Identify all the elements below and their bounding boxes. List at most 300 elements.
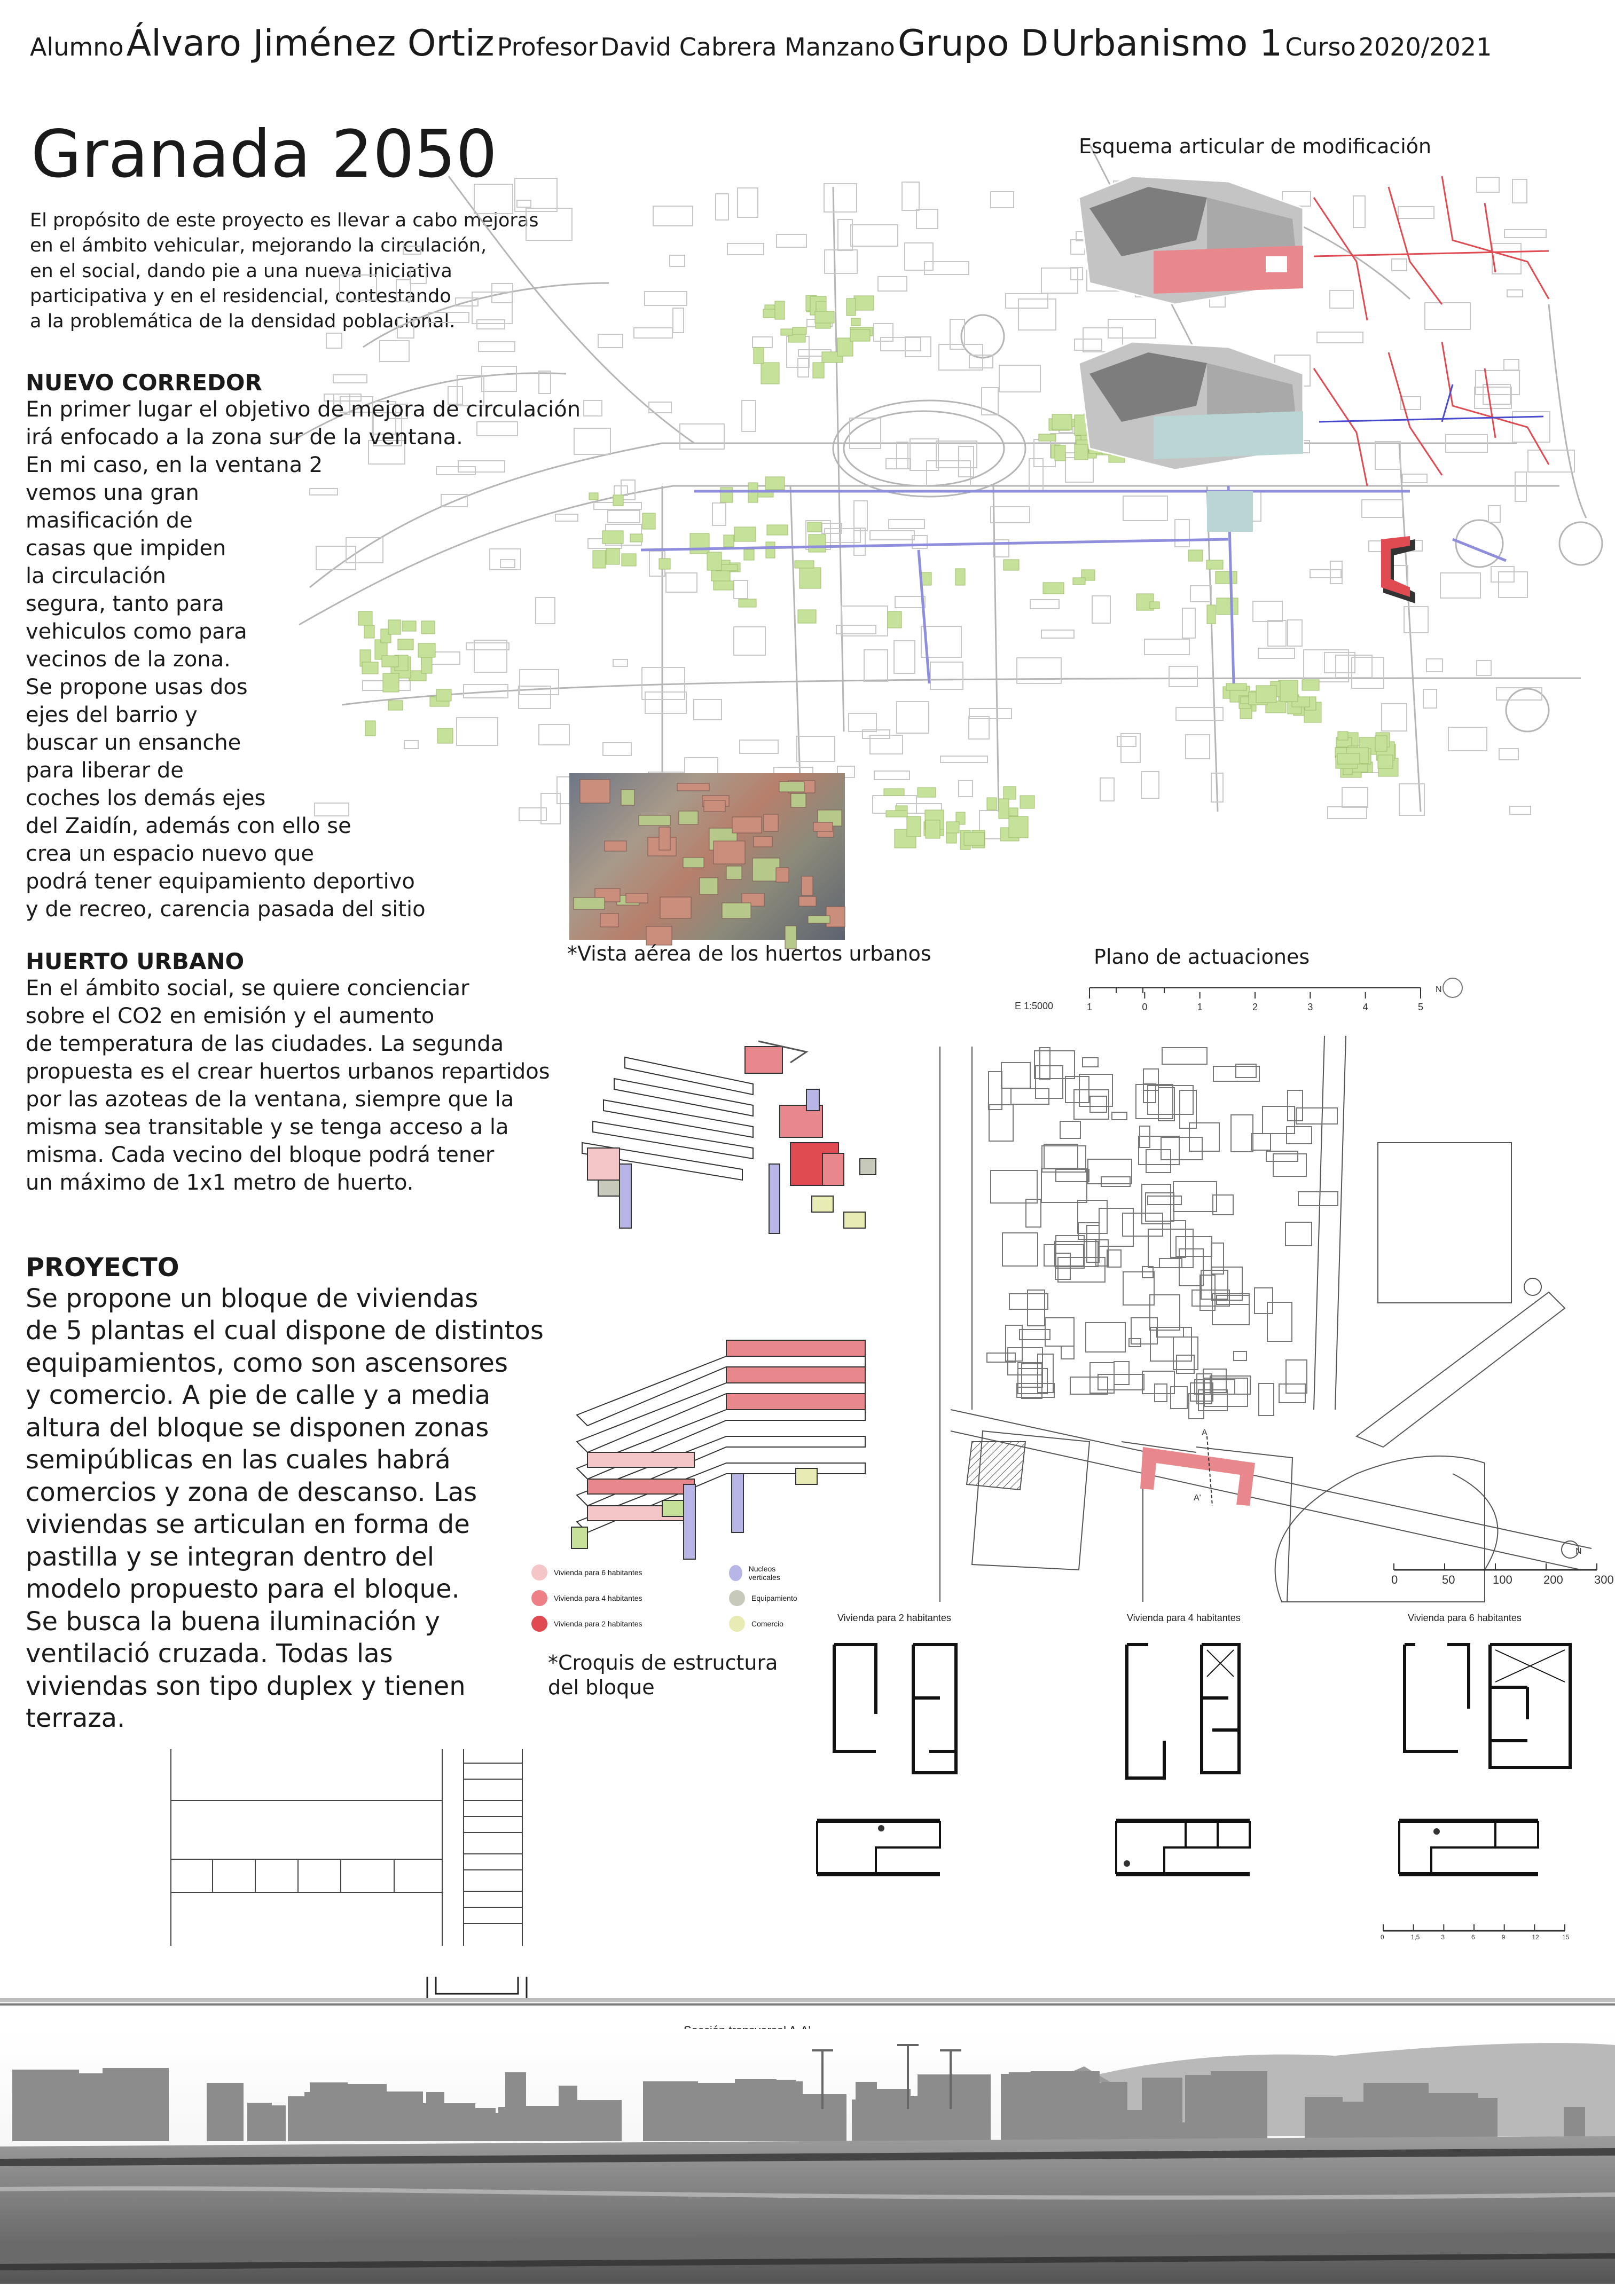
map-building: [680, 424, 724, 449]
map-building: [694, 699, 722, 720]
map-building: [895, 596, 925, 608]
roof-garden: [714, 581, 733, 590]
map-building: [479, 342, 515, 351]
roof-garden: [888, 611, 901, 628]
corredor-body: En primer lugar el objetivo de mejora de circulación irá enfocado a la zona sur de la ventana. En mi caso, en la ventana 2 vemos una gran masificación de casas que impiden la circulación segura, tanto para vehiculos como para vecinos de la zona. Se propone usas dos ejes del barrio y buscar un ensanche para liberar de coches los demás ejes del Zaidín, además con ello se crea un espacio nuevo que podrá tener equipamiento deportivo y de recreo, carencia pasada del sitio: [26, 397, 581, 922]
map-building: [634, 328, 672, 338]
site-building: [1203, 1369, 1226, 1393]
map-building: [874, 771, 910, 780]
roof-garden: [793, 327, 806, 334]
pano-building: [918, 2074, 991, 2141]
roof-garden: [1338, 732, 1348, 740]
roof-garden: [1206, 560, 1223, 569]
site-building: [1090, 1363, 1114, 1393]
roof-garden: [926, 820, 940, 838]
huerto-heading: HUERTO URBANO: [26, 948, 245, 974]
site-building: [1131, 1318, 1157, 1344]
site-building: [1040, 1048, 1050, 1079]
map-building: [653, 206, 693, 226]
aerial-building: [722, 903, 751, 918]
roof-garden: [1043, 583, 1064, 594]
plano-caption: Plano de actuaciones: [1094, 945, 1310, 969]
aerial-building: [714, 841, 745, 864]
roof-garden: [815, 311, 834, 323]
site-building: [1090, 1096, 1107, 1112]
legend-label: Comercio: [751, 1619, 783, 1628]
roof-garden: [1280, 680, 1298, 702]
site-building: [1287, 1127, 1312, 1144]
map-building: [1310, 570, 1341, 578]
site-building: [1002, 1233, 1038, 1266]
legend-label: Equipamiento: [751, 1594, 797, 1602]
site-building: [1139, 1136, 1179, 1165]
pano-building: [207, 2083, 244, 2141]
map-building: [1352, 657, 1384, 688]
profesor-name: David Cabrera Manzano: [600, 33, 895, 61]
map-building: [1006, 294, 1048, 308]
scale-tick-label: 0: [1381, 1933, 1384, 1941]
site-building: [1285, 1222, 1312, 1246]
roof-garden: [1009, 816, 1028, 838]
map-building: [889, 520, 924, 529]
section-huerto: [26, 948, 602, 1197]
roof-garden: [781, 329, 793, 335]
scale-bar-plan: [1378, 1538, 1614, 1586]
plan-title-2: Vivienda para 2 habitantes: [837, 1613, 951, 1623]
svg-text:A: A: [1202, 1428, 1208, 1437]
asignatura: Urbanismo 1: [1051, 22, 1283, 65]
map-building: [1491, 567, 1514, 582]
aerial-photo: [569, 773, 845, 940]
map-building: [905, 337, 931, 357]
scale-tick-label: 0: [1391, 1573, 1398, 1586]
aerial-building: [791, 793, 806, 807]
map-building: [1144, 639, 1189, 655]
map-building: [1342, 788, 1368, 807]
site-building: [1028, 1290, 1045, 1326]
scale-tick-label: 0: [1142, 1002, 1148, 1012]
site-building: [1070, 1377, 1108, 1394]
site-building: [1044, 1245, 1084, 1266]
site-building: [1212, 1294, 1249, 1325]
pano-building: [1211, 2071, 1267, 2141]
map-building: [1018, 299, 1056, 330]
scale-tick-label: 4: [1362, 1002, 1368, 1012]
site-building: [1234, 1351, 1246, 1361]
map-building: [1182, 608, 1195, 638]
map-building: [777, 234, 806, 247]
legend-item: [531, 1590, 642, 1606]
site-building: [1112, 1112, 1127, 1120]
site-building: [1146, 1150, 1171, 1173]
map-building: [1041, 630, 1074, 638]
map-building: [340, 275, 377, 300]
site-plan: [919, 1036, 1602, 1618]
croquis-caption: *Croquis de estructura del bloque: [548, 1651, 778, 1699]
map-building: [969, 717, 989, 739]
pano-building: [520, 2110, 586, 2141]
map-building: [940, 756, 987, 762]
site-building: [989, 1072, 1002, 1110]
roof-garden: [921, 572, 931, 585]
pano-building: [856, 2082, 877, 2141]
ground-line: [0, 1998, 1615, 2002]
map-building: [991, 507, 1030, 523]
roof-garden: [724, 535, 734, 547]
map-building: [1499, 572, 1527, 597]
map-building: [851, 225, 898, 246]
aerial-building: [799, 897, 816, 906]
roof-garden: [946, 822, 959, 833]
site-building: [1211, 1243, 1224, 1274]
map-building: [326, 333, 342, 348]
map-building: [1330, 561, 1342, 584]
map-building: [1510, 806, 1531, 814]
map-building: [824, 184, 857, 212]
pano-building: [50, 2073, 104, 2141]
roof-garden: [1256, 686, 1276, 703]
roof-garden: [987, 798, 997, 810]
site-building: [1159, 1259, 1182, 1268]
site-building: [1143, 1084, 1156, 1103]
scale-tick-label: 9: [1501, 1933, 1506, 1941]
pano-building: [431, 2108, 496, 2141]
map-building: [849, 713, 876, 732]
map-building: [897, 702, 929, 733]
legend-swatch: [729, 1616, 745, 1632]
scale-tick-label: 15: [1562, 1933, 1570, 1941]
map-building: [1382, 704, 1407, 731]
roof-garden: [765, 477, 785, 490]
site-building: [1162, 1048, 1207, 1064]
roof-garden: [734, 527, 756, 541]
spacer: [817, 2291, 822, 2296]
roof-garden: [918, 788, 936, 797]
map-building: [1477, 661, 1491, 675]
map-building: [927, 461, 970, 486]
site-building: [1078, 1200, 1107, 1233]
esquema-diagram: [1068, 166, 1570, 497]
site-building: [1087, 1225, 1099, 1262]
roof-garden: [1217, 598, 1238, 615]
site-building: [1263, 1106, 1295, 1134]
site-building: [1192, 1290, 1229, 1306]
roof-garden: [766, 542, 775, 558]
curso: 2020/2021: [1358, 33, 1492, 61]
roof-garden: [767, 525, 788, 535]
roof-garden: [1055, 445, 1065, 461]
map-building: [1141, 772, 1159, 798]
pano-building: [505, 2072, 526, 2141]
roof-garden: [1020, 796, 1034, 808]
aerial-building: [700, 878, 718, 894]
roof-garden: [622, 554, 636, 566]
aerial-building: [574, 898, 605, 909]
legend-item: [531, 1564, 642, 1581]
roof-garden: [846, 298, 856, 316]
map-building: [1253, 601, 1282, 622]
map-building: [477, 320, 505, 329]
map-building: [1268, 620, 1286, 646]
roof-garden: [739, 599, 756, 607]
map-building: [864, 650, 888, 681]
site-building: [1086, 1323, 1125, 1352]
scale-bar-small: [1378, 1925, 1570, 1947]
header-bar: [30, 22, 1589, 65]
map-building: [670, 255, 685, 266]
map-building: [1258, 648, 1295, 658]
plan-title-6: Vivienda para 6 habitantes: [1408, 1613, 1522, 1623]
map-building: [645, 292, 687, 305]
map-building: [738, 188, 758, 217]
map-building: [598, 334, 623, 348]
site-building: [1034, 1051, 1075, 1079]
roof-garden: [1004, 787, 1016, 799]
roof-garden: [850, 329, 870, 341]
site-building: [1171, 1221, 1186, 1257]
site-building: [1266, 1151, 1298, 1161]
site-building: [1259, 1383, 1274, 1416]
aerial-building: [660, 897, 691, 918]
roof-garden: [999, 799, 1009, 819]
aerial-building: [808, 916, 830, 923]
legend-swatch: [729, 1565, 742, 1581]
panorama-photo: [0, 2029, 1615, 2284]
aerial-building: [813, 822, 833, 831]
map-building: [1448, 727, 1487, 751]
aerial-building: [779, 782, 804, 792]
map-building: [515, 178, 557, 211]
section-proyecto: [26, 1253, 602, 1735]
grupo: Grupo D: [897, 22, 1049, 65]
roof-garden: [851, 318, 860, 326]
site-building: [1148, 1196, 1181, 1205]
scale-tick-label: 1: [1197, 1002, 1203, 1012]
pano-building: [320, 2084, 387, 2141]
site-building: [1298, 1192, 1338, 1206]
aerial-building: [802, 876, 813, 895]
roof-garden: [1226, 683, 1246, 690]
map-building: [474, 184, 513, 214]
alumno-label: Alumno: [30, 33, 124, 61]
roof-garden: [807, 522, 821, 532]
roof-garden: [642, 513, 655, 529]
map-building: [727, 243, 764, 255]
roof-garden: [964, 832, 984, 845]
map-building: [841, 606, 888, 636]
site-building: [1056, 1169, 1089, 1182]
map-building: [645, 692, 686, 713]
site-building: [1136, 1084, 1173, 1119]
alumno-name: Álvaro Jiménez Ortiz: [126, 22, 495, 65]
svg-text:N: N: [1575, 1547, 1582, 1556]
map-building: [959, 446, 974, 477]
site-building: [1011, 1089, 1049, 1104]
roof-garden: [799, 568, 821, 588]
roof-garden: [1207, 605, 1216, 624]
site-building: [1099, 1208, 1133, 1246]
roof-garden: [1378, 755, 1393, 768]
section-corredor: [26, 369, 624, 923]
legend-swatch: [729, 1590, 745, 1606]
map-building: [410, 269, 426, 284]
site-building: [1101, 1177, 1130, 1186]
scale-label: E 1:5000: [1015, 1001, 1054, 1011]
roof-garden: [754, 348, 764, 364]
site-building: [1060, 1121, 1080, 1138]
scale-tick-label: 6: [1471, 1933, 1475, 1941]
legend: [531, 1564, 798, 1650]
svg-text:A': A': [1194, 1493, 1201, 1503]
pano-building: [103, 2068, 169, 2141]
scale-tick-label: 12: [1532, 1933, 1539, 1941]
roof-garden: [1004, 560, 1019, 570]
site-building: [1044, 1144, 1078, 1168]
roof-garden: [1150, 602, 1159, 609]
map-building: [403, 246, 421, 254]
roof-garden: [720, 487, 733, 502]
axonometric-bloque: [555, 1324, 897, 1559]
scale-tick-label: 300: [1594, 1573, 1614, 1586]
pano-building: [698, 2084, 730, 2141]
elevation-drawing: [170, 1747, 533, 1993]
legend-item: [729, 1590, 797, 1606]
aerial-building: [639, 815, 670, 825]
aerial-building: [626, 893, 648, 903]
scale-tick-label: 50: [1442, 1573, 1455, 1586]
map-building: [1029, 459, 1043, 492]
ground-line-2: [0, 2003, 1615, 2006]
map-building: [874, 324, 893, 341]
pano-building: [1564, 2107, 1585, 2141]
proyecto-heading: PROYECTO: [26, 1253, 179, 1283]
roof-garden: [854, 296, 874, 310]
scale-bar-top: [1004, 977, 1517, 1020]
aerial-building: [605, 841, 626, 851]
map-building: [380, 341, 409, 361]
scale-tick-label: 3: [1441, 1933, 1445, 1941]
roof-garden: [659, 559, 670, 569]
map-building: [740, 740, 778, 753]
map-building: [1404, 607, 1428, 633]
map-building: [752, 337, 772, 348]
map-building: [517, 200, 531, 207]
map-building: [666, 573, 697, 592]
map-building: [854, 528, 865, 555]
map-building: [1499, 749, 1518, 760]
scale-tick-label: 1,5: [1410, 1933, 1420, 1941]
map-building: [897, 442, 908, 469]
scale-tick-label: 3: [1307, 1002, 1313, 1012]
map-building: [1186, 735, 1210, 759]
map-building: [1176, 707, 1223, 720]
scale-tick-label: 200: [1543, 1573, 1563, 1586]
proyecto-body: Se propone un bloque de viviendas de 5 plantas el cual dispone de distintos equipamientos, como son ascensores y comercio. A pie de calle y a media altura del bloque se disponen zonas semipúblicas en las cuales habrá comercios y zona de descanso. Las viviendas se articulan en forma de pastilla y se integran dentro del modelo propuesto para el bloque. Se busca la buena iluminación y ventilació cruzada. Todas las viviendas son tipo duplex y tienen terraza.: [26, 1284, 544, 1734]
floor-plans: [822, 1634, 1597, 1789]
map-building: [1488, 506, 1500, 522]
map-building: [969, 709, 1012, 719]
aerial-building: [754, 837, 772, 847]
roof-garden: [761, 363, 779, 384]
site-building: [1083, 1058, 1098, 1067]
pano-building: [1009, 2072, 1069, 2141]
map-building: [1336, 655, 1372, 678]
scale-tick-label: 2: [1252, 1002, 1258, 1012]
legend-label: Vivienda para 6 habitantes: [554, 1568, 642, 1577]
unit-sections: [812, 1810, 1581, 1896]
site-building: [1142, 1371, 1174, 1394]
roof-garden: [955, 569, 965, 585]
map-building: [685, 758, 718, 775]
map-building: [905, 243, 933, 270]
map-building: [716, 194, 728, 220]
site-building: [1255, 1288, 1273, 1314]
roof-garden: [1216, 571, 1237, 584]
roof-garden: [744, 549, 754, 560]
map-building: [1123, 496, 1167, 521]
site-building: [1041, 1169, 1087, 1202]
map-building: [870, 531, 914, 540]
corredor-heading: NUEVO CORREDOR: [26, 369, 262, 396]
map-building: [734, 580, 748, 599]
site-building: [1286, 1360, 1307, 1393]
aerial-building: [726, 866, 742, 879]
map-building: [1288, 620, 1302, 646]
legend-label: Vivienda para 4 habitantes: [554, 1594, 642, 1602]
roof-garden: [1375, 736, 1387, 751]
aerial-building: [776, 868, 789, 882]
site-building: [1155, 1384, 1167, 1402]
roof-garden: [690, 533, 709, 554]
site-building: [1107, 1250, 1121, 1267]
site-building: [1009, 1294, 1048, 1309]
legend-swatch: [531, 1590, 547, 1606]
map-building: [712, 503, 726, 525]
map-building: [999, 365, 1040, 392]
legend-item: [729, 1616, 783, 1632]
map-building: [734, 627, 765, 655]
map-building: [959, 781, 973, 797]
map-building: [825, 250, 857, 273]
site-building: [1114, 1362, 1129, 1385]
map-building: [924, 262, 969, 274]
roof-garden: [809, 534, 826, 552]
map-building: [1121, 734, 1140, 762]
roof-garden: [630, 534, 642, 542]
map-building: [1100, 778, 1114, 801]
pano-building: [875, 2089, 911, 2141]
roof-garden: [795, 561, 814, 568]
roof-garden: [775, 301, 785, 319]
roof-garden: [1039, 434, 1056, 441]
pano-building: [1452, 2098, 1498, 2141]
roof-garden: [886, 811, 907, 817]
map-building: [902, 182, 919, 210]
map-building: [797, 736, 835, 761]
pano-building: [789, 2094, 846, 2141]
map-building: [1362, 500, 1402, 517]
roof-garden: [1073, 578, 1085, 585]
roof-garden: [813, 363, 824, 378]
map-building: [886, 459, 911, 469]
page-title: Granada 2050: [31, 116, 498, 192]
site-building: [1195, 1380, 1235, 1394]
map-building: [1423, 689, 1437, 708]
map-building: [1092, 596, 1110, 623]
aerial-building: [704, 800, 725, 812]
aerial-building: [683, 858, 704, 868]
map-building: [1426, 659, 1442, 672]
